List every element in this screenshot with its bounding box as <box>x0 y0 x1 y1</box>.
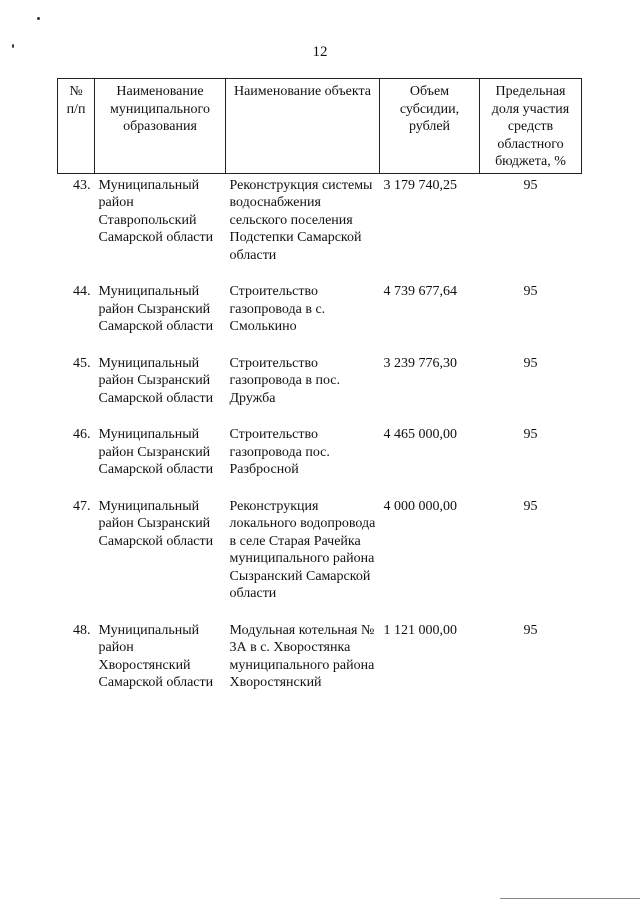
object-cell: Строительство газопровода в с. Смолькино <box>229 284 326 334</box>
amount-cell: 3 239 776,30 <box>383 355 457 371</box>
object-cell: Реконструкция системы водоснабжения сельского поселения Подстепки Самарской области <box>229 177 373 263</box>
table-header-row <box>58 79 582 174</box>
municipality-cell: Муниципальный район Хворостянский Самарской области <box>98 622 214 690</box>
share-cell: 95 <box>523 622 538 638</box>
table-row <box>58 619 582 708</box>
table-row <box>58 495 582 619</box>
object-cell: Строительство газопровода пос. Разбросной <box>229 427 330 477</box>
object-cell: Модульная котельная № 3А в с. Хворостянка муниципального района Хворостянский <box>229 622 375 690</box>
scan-edge-line <box>500 898 640 899</box>
municipality-cell: Муниципальный район Сызранский Самарской области <box>98 355 214 406</box>
header-amount: Объем субсидии, рублей <box>380 79 480 174</box>
object-cell: Реконструкция локального водопровода в селе Старая Рачейка муниципального района Сызранский Самарской области <box>229 498 376 601</box>
share-cell: 95 <box>523 498 538 514</box>
amount-cell: 1 121 000,00 <box>383 622 457 638</box>
row-number: 43. <box>73 177 91 193</box>
share-cell: 95 <box>523 427 538 442</box>
row-number: 45. <box>73 355 91 371</box>
header-share: Предельная доля участия средств областного бюджета, % <box>480 79 582 174</box>
municipality-cell: Муниципальный район Сызранский Самарской области <box>98 498 214 549</box>
municipality-cell: Муниципальный район Сызранский Самарской области <box>98 427 214 477</box>
header-num: № п/п <box>58 79 95 174</box>
amount-cell: 3 179 740,25 <box>383 177 457 193</box>
share-cell: 95 <box>523 177 538 193</box>
amount-cell: 4 465 000,00 <box>383 427 457 442</box>
row-number: 44. <box>73 284 91 299</box>
table-row <box>58 280 582 352</box>
table-row <box>58 173 582 280</box>
header-municipality: Наименование муниципального образования <box>95 79 226 174</box>
table-row <box>58 423 582 495</box>
table-row <box>58 352 582 424</box>
row-number: 48. <box>73 622 91 638</box>
scan-speck <box>37 17 40 20</box>
row-number: 46. <box>73 427 91 442</box>
municipality-cell: Муниципальный район Сызранский Самарской области <box>98 284 214 334</box>
amount-cell: 4 000 000,00 <box>383 498 457 514</box>
row-number: 47. <box>73 498 91 514</box>
share-cell: 95 <box>523 284 538 299</box>
header-object: Наименование объекта <box>226 79 380 174</box>
municipality-cell: Муниципальный район Ставропольский Самарской области <box>98 177 214 245</box>
share-cell: 95 <box>523 355 538 371</box>
object-cell: Строительство газопровода в пос. Дружба <box>229 355 341 406</box>
amount-cell: 4 739 677,64 <box>383 284 457 299</box>
page-number: 12 <box>312 44 328 60</box>
subsidy-table <box>57 78 582 708</box>
